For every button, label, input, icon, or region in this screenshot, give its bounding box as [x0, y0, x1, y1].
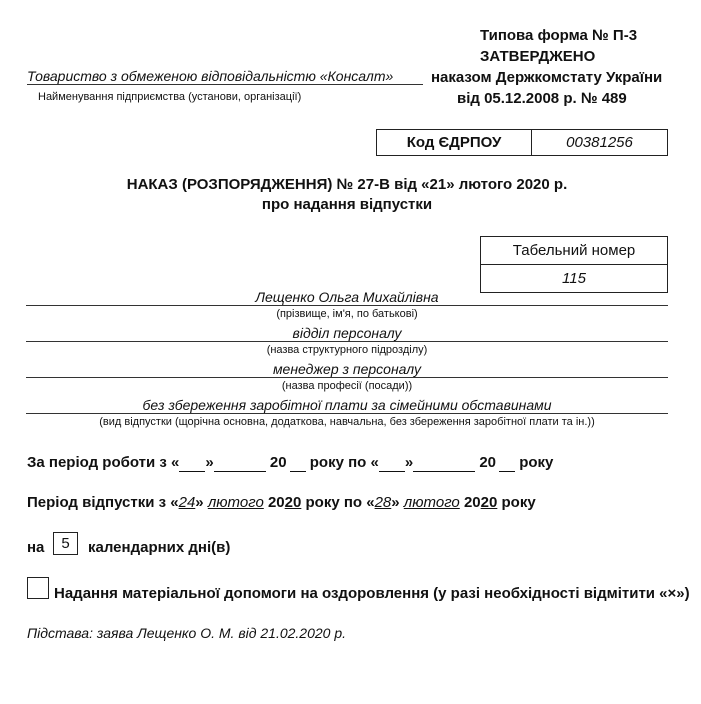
leave-start-month: лютого [207, 494, 264, 511]
work-period-text: » [404, 454, 414, 471]
form-number: Типова форма № П-3 [480, 27, 638, 44]
leave-period-text: 20 [459, 494, 481, 511]
tabel-label: Табельний номер [481, 237, 668, 265]
company-caption: Найменування підприємства (установи, організації) [38, 91, 302, 103]
order-title: НАКАЗ (РОЗПОРЯДЖЕННЯ) № 27-В від «21» лютого 2020 р. [126, 176, 568, 193]
blank-field [499, 454, 515, 472]
leave-type: без збереження заробітної плати за сімейними обставинами [142, 397, 552, 413]
approved-by: наказом Держкомстату України [431, 69, 663, 86]
approved-label: ЗАТВЕРДЖЕНО [480, 48, 596, 65]
position-caption: (назва професії (посади)) [281, 380, 413, 392]
divider [26, 413, 668, 414]
leave-type-caption: (вид відпустки (щорічна основна, додаткова, навчальна, без збереження заробітної плати та ін.)) [99, 416, 595, 428]
blank-field [290, 454, 306, 472]
tabel-box [480, 236, 668, 293]
leave-period-row [27, 494, 536, 511]
days-box: 5 [53, 532, 78, 555]
divider [26, 377, 668, 378]
company-name: Товариство з обмеженою відповідальністю «Консалт» [27, 68, 423, 85]
department: відділ персоналу [292, 325, 402, 341]
approved-date: від 05.12.2008 р. № 489 [457, 90, 627, 107]
edrpou-box [376, 129, 668, 156]
employee-name: Лещенко Ольга Михайлівна [255, 289, 439, 305]
work-period-text: За період роботи з « [27, 454, 180, 471]
employee-name-caption: (прізвище, ім'я, по батькові) [276, 308, 418, 320]
blank-field [179, 454, 205, 472]
work-period-text: 20 [265, 454, 287, 471]
leave-period-text: » [195, 494, 208, 511]
leave-start-year: 20 [284, 494, 302, 511]
edrpou-label: Код ЄДРПОУ [377, 130, 532, 156]
blank-field [379, 454, 405, 472]
leave-period-text: » [391, 494, 404, 511]
leave-period-text: Період відпустки з « [27, 494, 179, 511]
days-suffix: календарних дні(в) [88, 539, 231, 556]
assistance-label: Надання матеріальної допомоги на оздоровлення (у разі необхідності відмітити «×») [54, 585, 690, 602]
leave-end-day: 28 [374, 494, 392, 511]
leave-end-year: 20 [480, 494, 498, 511]
work-period-text: року по « [305, 454, 379, 471]
work-period-text: року [515, 454, 554, 471]
work-period-text: » [205, 454, 214, 471]
leave-period-text: 20 [263, 494, 285, 511]
leave-period-text: року [497, 494, 536, 511]
leave-start-day: 24 [178, 494, 196, 511]
divider [26, 341, 668, 342]
order-subtitle: про надання відпустки [261, 196, 433, 213]
position: менеджер з персоналу [272, 361, 422, 377]
edrpou-value: 00381256 [532, 130, 668, 156]
basis-text: Підстава: заява Лещенко О. М. від 21.02.2020 р. [27, 625, 347, 641]
assistance-checkbox[interactable] [27, 577, 49, 599]
blank-field [413, 454, 475, 472]
department-caption: (назва структурного підрозділу) [266, 344, 428, 356]
leave-period-text: року по « [301, 494, 375, 511]
days-prefix: на [27, 539, 45, 556]
blank-field [214, 454, 266, 472]
tabel-value: 115 [481, 265, 668, 293]
work-period-row [27, 454, 553, 472]
work-period-text: 20 [475, 454, 497, 471]
divider [26, 305, 668, 306]
leave-end-month: лютого [403, 494, 460, 511]
